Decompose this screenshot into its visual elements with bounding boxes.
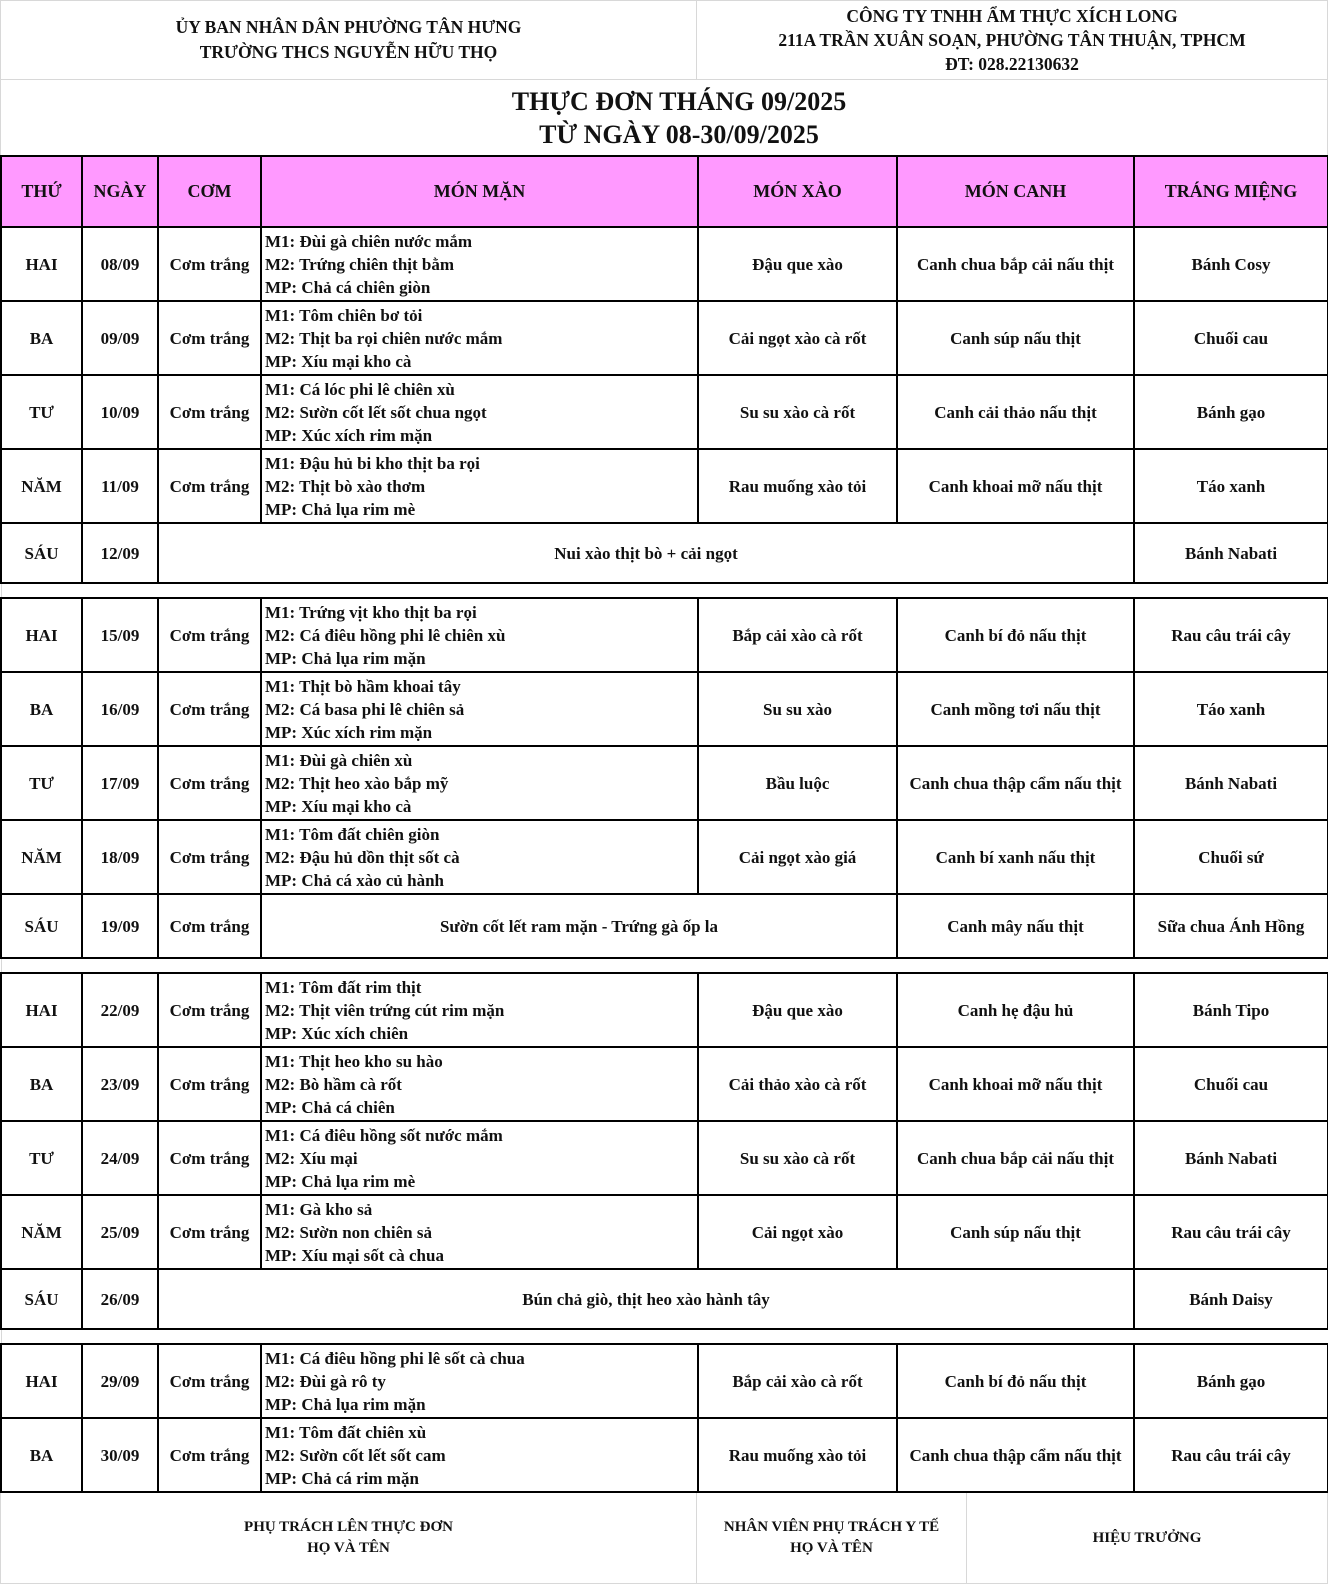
soup-cell: Canh mây nấu thịt — [897, 894, 1134, 958]
week-separator — [1, 583, 1328, 598]
dessert-cell: Bánh Nabati — [1134, 523, 1328, 583]
weekday-cell: SÁU — [1, 894, 82, 958]
rice-cell: Cơm trắng — [158, 1195, 261, 1269]
stir-fry-cell: Rau muống xào tỏi — [698, 1418, 897, 1492]
main-dish-item: M2: Xíu mại — [265, 1148, 358, 1168]
date-cell: 10/09 — [82, 375, 158, 449]
main-dish-item: M1: Cá điêu hồng sốt nước mắm — [265, 1125, 503, 1145]
dessert-cell: Táo xanh — [1134, 449, 1328, 523]
company-info — [697, 0, 1328, 80]
rice-cell: Cơm trắng — [158, 227, 261, 301]
main-dish-item: MP: Chả cá chiên — [265, 1097, 395, 1117]
main-dish-item: M1: Thịt heo kho su hào — [265, 1051, 443, 1071]
main-dishes-cell — [261, 449, 698, 523]
weekday-cell: TƯ — [1, 746, 82, 820]
signature-name-label: HỌ VÀ TÊN — [307, 1540, 390, 1556]
company-address: 211A TRẦN XUÂN SOẠN, PHƯỜNG TÂN THUẬN, TPHCM — [778, 30, 1246, 50]
table-row — [1, 449, 1328, 523]
rice-cell: Cơm trắng — [158, 973, 261, 1047]
stir-fry-cell: Bầu luộc — [698, 746, 897, 820]
company-name: CÔNG TY TNHH ẨM THỰC XÍCH LONG — [846, 6, 1178, 26]
column-header-com: CƠM — [158, 156, 261, 227]
main-dishes-cell — [261, 598, 698, 672]
date-cell: 30/09 — [82, 1418, 158, 1492]
stir-fry-cell: Rau muống xào tỏi — [698, 449, 897, 523]
main-dish-item: M2: Bò hầm cà rốt — [265, 1074, 402, 1094]
main-dish-item: MP: Xíu mại kho cà — [265, 351, 412, 371]
rice-cell: Cơm trắng — [158, 820, 261, 894]
document-header — [0, 0, 1328, 80]
table-row — [1, 746, 1328, 820]
soup-cell: Canh khoai mỡ nấu thịt — [897, 449, 1134, 523]
company-phone: ĐT: 028.22130632 — [945, 54, 1079, 74]
main-dish-item: MP: Xúc xích rim mặn — [265, 722, 433, 742]
date-cell: 09/09 — [82, 301, 158, 375]
date-cell: 25/09 — [82, 1195, 158, 1269]
weekday-cell: BA — [1, 1418, 82, 1492]
rice-cell: Cơm trắng — [158, 746, 261, 820]
dessert-cell: Sữa chua Ánh Hồng — [1134, 894, 1328, 958]
date-cell: 12/09 — [82, 523, 158, 583]
rice-cell: Cơm trắng — [158, 1121, 261, 1195]
column-header-mon-canh: MÓN CANH — [897, 156, 1134, 227]
main-dish-item: M2: Thịt viên trứng cút rim mặn — [265, 1000, 505, 1020]
week-separator — [1, 958, 1328, 973]
table-row-friday — [1, 894, 1328, 958]
rice-cell: Cơm trắng — [158, 672, 261, 746]
signature-role: PHỤ TRÁCH LÊN THỰC ĐƠN — [244, 1519, 453, 1535]
rice-cell: Cơm trắng — [158, 301, 261, 375]
signature-name-label: HỌ VÀ TÊN — [790, 1540, 873, 1556]
main-dishes-cell — [261, 1195, 698, 1269]
date-cell: 16/09 — [82, 672, 158, 746]
soup-cell: Canh chua thập cẩm nấu thịt — [897, 1418, 1134, 1492]
main-dish-item: M1: Đùi gà chiên nước mắm — [265, 231, 473, 251]
main-dishes-cell — [261, 375, 698, 449]
rice-cell: Cơm trắng — [158, 1047, 261, 1121]
signature-footer — [0, 1493, 1328, 1584]
main-dish-item: MP: Chả cá xào củ hành — [265, 870, 444, 890]
signature-medical-staff — [697, 1493, 967, 1584]
main-dish-item: MP: Chả cá chiên giòn — [265, 277, 431, 297]
date-cell: 26/09 — [82, 1269, 158, 1329]
stir-fry-cell: Su su xào — [698, 672, 897, 746]
rice-cell: Cơm trắng — [158, 1344, 261, 1418]
table-row — [1, 672, 1328, 746]
stir-fry-cell: Su su xào cà rốt — [698, 375, 897, 449]
main-dish-item: M2: Trứng chiên thịt bằm — [265, 254, 455, 274]
table-row-friday — [1, 523, 1328, 583]
weekday-cell: TƯ — [1, 375, 82, 449]
stir-fry-cell: Đậu que xào — [698, 227, 897, 301]
rice-cell: Cơm trắng — [158, 894, 261, 958]
soup-cell: Canh súp nấu thịt — [897, 1195, 1134, 1269]
signature-menu-planner — [0, 1493, 697, 1584]
soup-cell: Canh chua bắp cải nấu thịt — [897, 1121, 1134, 1195]
main-dishes-cell — [261, 1418, 698, 1492]
main-dish-item: M1: Đậu hủ bi kho thịt ba rọi — [265, 453, 480, 473]
weekday-cell: NĂM — [1, 820, 82, 894]
main-dish-item: MP: Xúc xích chiên — [265, 1023, 409, 1043]
date-cell: 11/09 — [82, 449, 158, 523]
date-cell: 24/09 — [82, 1121, 158, 1195]
dessert-cell: Rau câu trái cây — [1134, 598, 1328, 672]
dessert-cell: Bánh Nabati — [1134, 746, 1328, 820]
main-dish-item: M1: Trứng vịt kho thịt ba rọi — [265, 602, 477, 622]
date-cell: 18/09 — [82, 820, 158, 894]
weekday-cell: BA — [1, 1047, 82, 1121]
date-cell: 22/09 — [82, 973, 158, 1047]
table-row — [1, 301, 1328, 375]
table-row — [1, 1121, 1328, 1195]
menu-body — [1, 227, 1328, 1492]
signature-principal — [967, 1493, 1328, 1584]
main-dishes-cell — [261, 1121, 698, 1195]
table-row — [1, 973, 1328, 1047]
main-dish-item: MP: Xúc xích rim mặn — [265, 425, 433, 445]
main-dish-item: M1: Gà kho sả — [265, 1199, 373, 1219]
dessert-cell: Chuối sứ — [1134, 820, 1328, 894]
week-separator-cell — [1, 958, 1328, 973]
date-cell: 19/09 — [82, 894, 158, 958]
stir-fry-cell: Đậu que xào — [698, 973, 897, 1047]
table-row — [1, 1418, 1328, 1492]
table-row — [1, 1344, 1328, 1418]
soup-cell: Canh bí xanh nấu thịt — [897, 820, 1134, 894]
main-dish-item: M1: Thịt bò hầm khoai tây — [265, 676, 461, 696]
stir-fry-cell: Bắp cải xào cà rốt — [698, 1344, 897, 1418]
stir-fry-cell: Cải ngọt xào cà rốt — [698, 301, 897, 375]
main-dish-item: MP: Chả cá rim mặn — [265, 1468, 419, 1488]
main-dish-item: M2: Sườn non chiên sả — [265, 1222, 432, 1242]
soup-cell: Canh chua bắp cải nấu thịt — [897, 227, 1134, 301]
stir-fry-cell: Cải thảo xào cà rốt — [698, 1047, 897, 1121]
dessert-cell: Bánh Daisy — [1134, 1269, 1328, 1329]
main-dish-item: M2: Cá basa phi lê chiên sả — [265, 699, 465, 719]
weekday-cell: HAI — [1, 1344, 82, 1418]
table-row — [1, 375, 1328, 449]
table-row — [1, 820, 1328, 894]
column-header-trang-mieng: TRÁNG MIỆNG — [1134, 156, 1328, 227]
signature-role: HIỆU TRƯỞNG — [1092, 1529, 1202, 1546]
title-month: THỰC ĐƠN THÁNG 09/2025 — [511, 86, 847, 116]
main-dish-item: M1: Cá điêu hồng phi lê sốt cà chua — [265, 1348, 525, 1368]
soup-cell: Canh hẹ đậu hủ — [897, 973, 1134, 1047]
date-cell: 15/09 — [82, 598, 158, 672]
main-dish-item: MP: Chả lụa rim mặn — [265, 1394, 426, 1414]
main-dish-item: M1: Cá lóc phi lê chiên xù — [265, 379, 455, 399]
soup-cell: Canh khoai mỡ nấu thịt — [897, 1047, 1134, 1121]
menu-title — [0, 80, 1328, 155]
main-dish-item: M2: Thịt ba rọi chiên nước mắm — [265, 328, 503, 348]
dessert-cell: Bánh Cosy — [1134, 227, 1328, 301]
school-info — [0, 0, 697, 80]
weekday-cell: HAI — [1, 227, 82, 301]
weekday-cell: HAI — [1, 973, 82, 1047]
signature-role: NHÂN VIÊN PHỤ TRÁCH Y TẾ — [723, 1519, 940, 1535]
dessert-cell: Chuối cau — [1134, 1047, 1328, 1121]
ward-name: ỦY BAN NHÂN DÂN PHƯỜNG TÂN HƯNG — [175, 17, 522, 37]
stir-fry-cell: Su su xào cà rốt — [698, 1121, 897, 1195]
soup-cell: Canh cải thảo nấu thịt — [897, 375, 1134, 449]
week-separator-cell — [1, 583, 1328, 598]
main-dish-item: M1: Tôm đất chiên xù — [265, 1422, 427, 1442]
main-dish-item: MP: Chả lụa rim mặn — [265, 648, 426, 668]
date-cell: 23/09 — [82, 1047, 158, 1121]
weekday-cell: HAI — [1, 598, 82, 672]
rice-cell: Cơm trắng — [158, 449, 261, 523]
table-row — [1, 1047, 1328, 1121]
dessert-cell: Chuối cau — [1134, 301, 1328, 375]
stir-fry-cell: Cải ngọt xào giá — [698, 820, 897, 894]
combined-dish-cell: Sườn cốt lết ram mặn - Trứng gà ốp la — [261, 894, 897, 958]
combined-dish-cell: Nui xào thịt bò + cải ngọt — [158, 523, 1134, 583]
date-cell: 29/09 — [82, 1344, 158, 1418]
title-date-range: TỪ NGÀY 08-30/09/2025 — [539, 119, 819, 149]
main-dish-item: M2: Thịt bò xào thơm — [265, 476, 426, 496]
main-dishes-cell — [261, 227, 698, 301]
main-dishes-cell — [261, 973, 698, 1047]
main-dish-item: M1: Tôm đất rim thịt — [265, 977, 422, 997]
column-header-ngay: NGÀY — [82, 156, 158, 227]
weekday-cell: TƯ — [1, 1121, 82, 1195]
weekday-cell: SÁU — [1, 523, 82, 583]
main-dishes-cell — [261, 820, 698, 894]
main-dishes-cell — [261, 1047, 698, 1121]
soup-cell: Canh bí đỏ nấu thịt — [897, 1344, 1134, 1418]
dessert-cell: Táo xanh — [1134, 672, 1328, 746]
main-dish-item: M1: Tôm chiên bơ tỏi — [265, 305, 423, 325]
main-dishes-cell — [261, 1344, 698, 1418]
column-header-thu: THỨ — [1, 156, 82, 227]
weekday-cell: SÁU — [1, 1269, 82, 1329]
main-dish-item: M2: Thịt heo xào bắp mỹ — [265, 773, 449, 793]
main-dish-item: M2: Sườn cốt lết sốt chua ngọt — [265, 402, 487, 422]
main-dish-item: M2: Đùi gà rô ty — [265, 1371, 386, 1391]
weekday-cell: BA — [1, 672, 82, 746]
soup-cell: Canh súp nấu thịt — [897, 301, 1134, 375]
menu-table — [0, 155, 1328, 1493]
dessert-cell: Bánh gạo — [1134, 1344, 1328, 1418]
table-header-row — [1, 156, 1328, 227]
main-dish-item: M1: Đùi gà chiên xù — [265, 750, 413, 770]
main-dish-item: M2: Đậu hủ dồn thịt sốt cà — [265, 847, 460, 867]
rice-cell: Cơm trắng — [158, 598, 261, 672]
stir-fry-cell: Bắp cải xào cà rốt — [698, 598, 897, 672]
main-dishes-cell — [261, 746, 698, 820]
combined-dish-cell: Bún chả giò, thịt heo xào hành tây — [158, 1269, 1134, 1329]
rice-cell: Cơm trắng — [158, 1418, 261, 1492]
soup-cell: Canh chua thập cẩm nấu thịt — [897, 746, 1134, 820]
dessert-cell: Bánh Tipo — [1134, 973, 1328, 1047]
main-dish-item: M2: Sườn cốt lết sốt cam — [265, 1445, 446, 1465]
week-separator-cell — [1, 1329, 1328, 1344]
week-separator — [1, 1329, 1328, 1344]
dessert-cell: Rau câu trái cây — [1134, 1418, 1328, 1492]
date-cell: 17/09 — [82, 746, 158, 820]
main-dish-item: MP: Xíu mại kho cà — [265, 796, 412, 816]
main-dish-item: M1: Tôm đất chiên giòn — [265, 824, 440, 844]
dessert-cell: Bánh gạo — [1134, 375, 1328, 449]
school-name: TRƯỜNG THCS NGUYỄN HỮU THỌ — [199, 42, 498, 62]
dessert-cell: Bánh Nabati — [1134, 1121, 1328, 1195]
table-row — [1, 598, 1328, 672]
weekday-cell: BA — [1, 301, 82, 375]
weekday-cell: NĂM — [1, 449, 82, 523]
main-dish-item: M2: Cá điêu hồng phi lê chiên xù — [265, 625, 506, 645]
column-header-mon-man: MÓN MẶN — [261, 156, 698, 227]
table-row-friday — [1, 1269, 1328, 1329]
main-dish-item: MP: Xíu mại sốt cà chua — [265, 1245, 444, 1265]
weekday-cell: NĂM — [1, 1195, 82, 1269]
soup-cell: Canh mồng tơi nấu thịt — [897, 672, 1134, 746]
column-header-mon-xao: MÓN XÀO — [698, 156, 897, 227]
main-dishes-cell — [261, 301, 698, 375]
date-cell: 08/09 — [82, 227, 158, 301]
table-row — [1, 227, 1328, 301]
soup-cell: Canh bí đỏ nấu thịt — [897, 598, 1134, 672]
dessert-cell: Rau câu trái cây — [1134, 1195, 1328, 1269]
rice-cell: Cơm trắng — [158, 375, 261, 449]
stir-fry-cell: Cải ngọt xào — [698, 1195, 897, 1269]
main-dishes-cell — [261, 672, 698, 746]
table-row — [1, 1195, 1328, 1269]
main-dish-item: MP: Chả lụa rim mè — [265, 1171, 416, 1191]
main-dish-item: MP: Chả lụa rim mè — [265, 499, 416, 519]
